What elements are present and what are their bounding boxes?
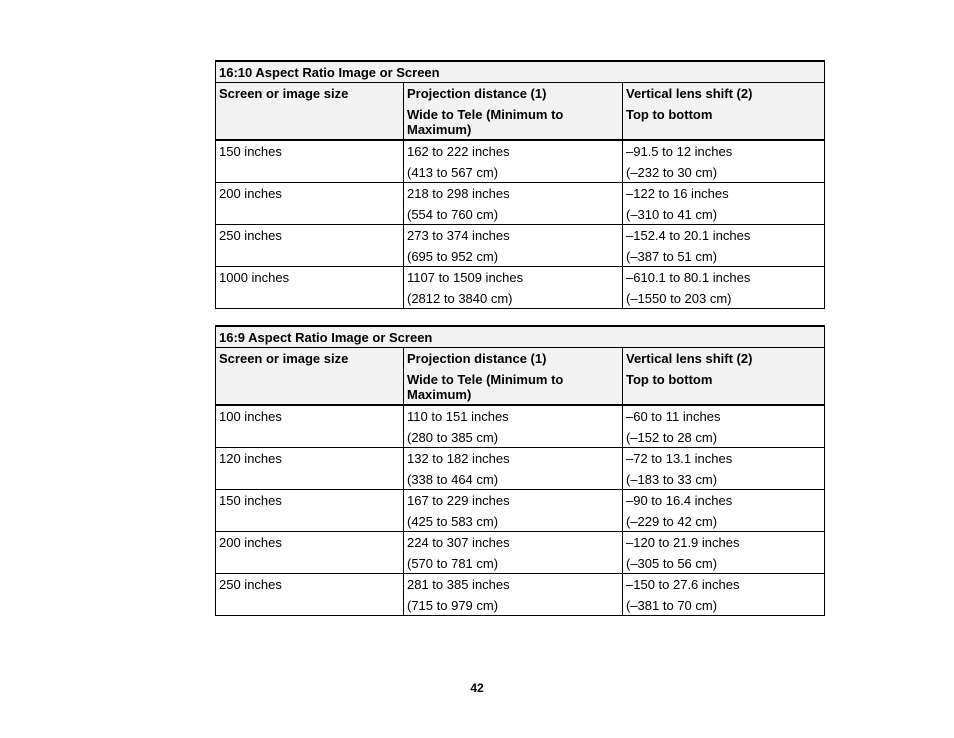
table-row — [216, 405, 825, 448]
header-screen-size: Screen or image size — [216, 348, 404, 406]
cell-distance: 273 to 374 inches (695 to 952 cm) — [404, 225, 623, 267]
table-16-10 — [215, 60, 825, 309]
table-title: 16:10 Aspect Ratio Image or Screen — [216, 61, 825, 83]
cell-distance: 1107 to 1509 inches (2812 to 3840 cm) — [404, 267, 623, 309]
cell-size: 1000 inches — [216, 267, 404, 309]
cell-distance: 281 to 385 inches (715 to 979 cm) — [404, 574, 623, 616]
header-screen-size: Screen or image size — [216, 83, 404, 141]
cell-distance: 224 to 307 inches (570 to 781 cm) — [404, 532, 623, 574]
table-row — [216, 183, 825, 225]
cell-size: 250 inches — [216, 574, 404, 616]
table-row — [216, 225, 825, 267]
cell-size: 200 inches — [216, 183, 404, 225]
table-row — [216, 140, 825, 183]
cell-shift: –152.4 to 20.1 inches (–387 to 51 cm) — [623, 225, 825, 267]
cell-distance: 132 to 182 inches (338 to 464 cm) — [404, 448, 623, 490]
cell-size: 150 inches — [216, 140, 404, 183]
cell-size: 100 inches — [216, 405, 404, 448]
cell-size: 250 inches — [216, 225, 404, 267]
page-number: 42 — [470, 681, 484, 695]
table-row — [216, 267, 825, 309]
cell-size: 200 inches — [216, 532, 404, 574]
table-16-9 — [215, 325, 825, 616]
table-row — [216, 448, 825, 490]
cell-shift: –72 to 13.1 inches (–183 to 33 cm) — [623, 448, 825, 490]
cell-shift: –610.1 to 80.1 inches (–1550 to 203 cm) — [623, 267, 825, 309]
cell-size: 150 inches — [216, 490, 404, 532]
cell-shift: –120 to 21.9 inches (–305 to 56 cm) — [623, 532, 825, 574]
header-vertical-lens-shift: Vertical lens shift (2) Top to bottom — [623, 83, 825, 141]
cell-shift: –90 to 16.4 inches (–229 to 42 cm) — [623, 490, 825, 532]
table-row — [216, 574, 825, 616]
cell-distance: 162 to 222 inches (413 to 567 cm) — [404, 140, 623, 183]
header-vertical-lens-shift: Vertical lens shift (2) Top to bottom — [623, 348, 825, 406]
table-title: 16:9 Aspect Ratio Image or Screen — [216, 326, 825, 348]
cell-distance: 218 to 298 inches (554 to 760 cm) — [404, 183, 623, 225]
cell-shift: –91.5 to 12 inches (–232 to 30 cm) — [623, 140, 825, 183]
cell-shift: –60 to 11 inches (–152 to 28 cm) — [623, 405, 825, 448]
cell-size: 120 inches — [216, 448, 404, 490]
cell-distance: 167 to 229 inches (425 to 583 cm) — [404, 490, 623, 532]
table-row — [216, 490, 825, 532]
header-projection-distance: Projection distance (1) Wide to Tele (Minimum to Maximum) — [404, 83, 623, 141]
table-row — [216, 532, 825, 574]
cell-shift: –150 to 27.6 inches (–381 to 70 cm) — [623, 574, 825, 616]
header-projection-distance: Projection distance (1) Wide to Tele (Minimum to Maximum) — [404, 348, 623, 406]
cell-distance: 110 to 151 inches (280 to 385 cm) — [404, 405, 623, 448]
cell-shift: –122 to 16 inches (–310 to 41 cm) — [623, 183, 825, 225]
